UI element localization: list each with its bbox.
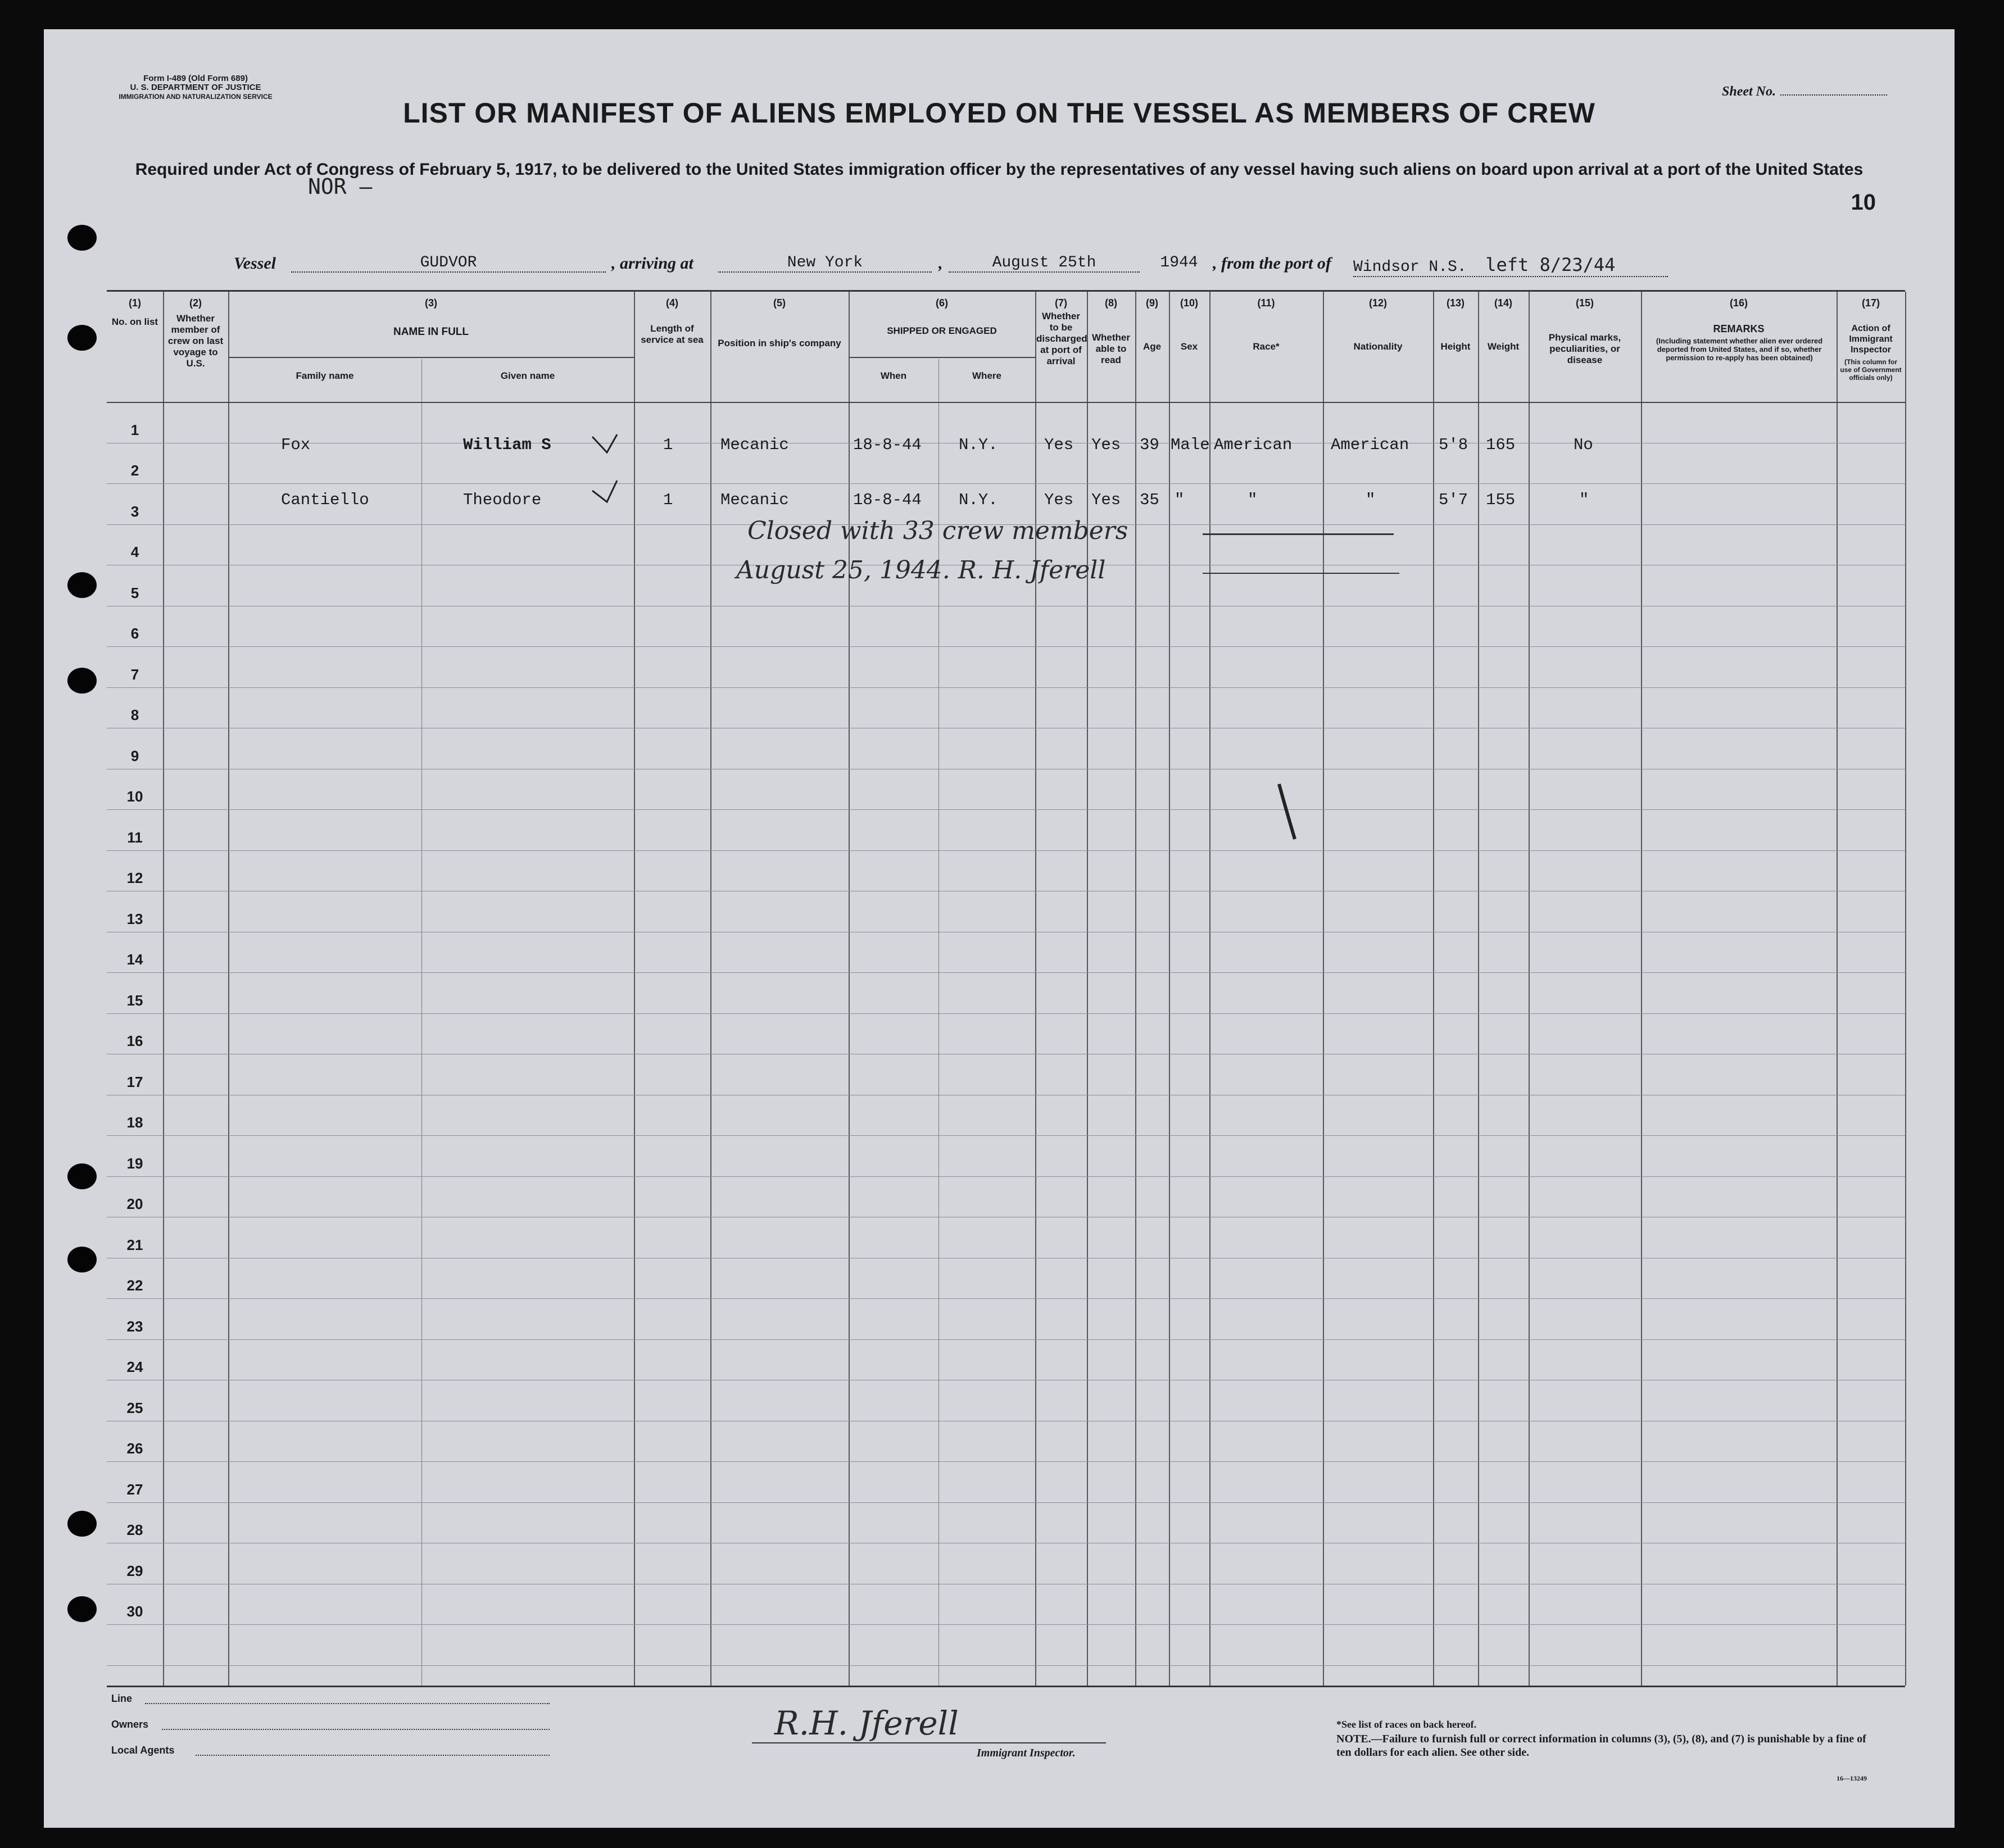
row-line <box>107 1013 1905 1014</box>
nationality-cell: American <box>1331 436 1409 454</box>
col-num-16: (16) <box>1729 297 1748 309</box>
arrival-year: 1944 <box>1160 254 1198 271</box>
col-num-11: (11) <box>1257 297 1275 309</box>
binder-hole <box>67 1511 97 1537</box>
col-divider <box>1478 292 1479 1686</box>
row-number: 6 <box>130 625 139 642</box>
col-header-discharged: Whether to be discharged at port of arrival <box>1036 311 1087 366</box>
age-cell: 39 <box>1140 436 1159 454</box>
race-cell: American <box>1214 436 1293 454</box>
inspector-note: (This column for use of Government officials only) <box>1840 358 1902 382</box>
subcol-divider <box>421 359 422 1686</box>
agents-label: Local Agents <box>111 1745 175 1756</box>
row-number: 15 <box>126 991 143 1009</box>
vessel-row <box>44 232 1955 276</box>
row-number: 18 <box>126 1114 143 1131</box>
row-number: 14 <box>126 951 143 968</box>
col-divider <box>710 292 711 1686</box>
col-num-8: (8) <box>1105 297 1117 309</box>
position-cell: Mecanic <box>720 436 789 454</box>
discharged-cell: Yes <box>1044 491 1074 509</box>
row-line <box>107 483 1905 484</box>
col-header-height: Height <box>1440 341 1471 352</box>
col-header-family-name: Family name <box>296 370 354 381</box>
row-line <box>107 850 1905 851</box>
col-num-1: (1) <box>129 297 141 309</box>
row-number: 24 <box>126 1358 143 1375</box>
closing-note-line2: August 25, 1944. R. H. Jferell <box>736 556 1106 585</box>
row-number: 21 <box>126 1236 143 1253</box>
when-cell: 18-8-44 <box>853 436 922 454</box>
given-name-cell: Theodore <box>463 491 542 509</box>
row-number: 28 <box>126 1521 143 1538</box>
inspector-label: Immigrant Inspector. <box>977 1747 1076 1759</box>
service-cell: 1 <box>663 436 673 454</box>
col-divider <box>1433 292 1434 1686</box>
arrival-port: New York <box>718 254 932 273</box>
row-number: 16 <box>126 1032 143 1049</box>
row-line <box>107 809 1905 810</box>
col-num-3: (3) <box>425 297 437 309</box>
height-cell: 5'8 <box>1439 436 1468 454</box>
owners-label: Owners <box>111 1719 149 1730</box>
col-divider <box>1529 292 1530 1686</box>
name-underline <box>228 357 634 358</box>
col-num-4: (4) <box>666 297 678 309</box>
arrival-date: August 25th <box>949 254 1140 273</box>
service: IMMIGRATION AND NATURALIZATION SERVICE <box>119 93 273 101</box>
col-num-15: (15) <box>1575 297 1594 309</box>
form-code: 16—13249 <box>1837 1774 1867 1782</box>
from-port-name: Windsor N.S. <box>1353 259 1467 276</box>
row-number: 7 <box>130 665 139 683</box>
col-num-7: (7) <box>1055 297 1067 309</box>
row-number: 5 <box>130 584 139 601</box>
row-line <box>107 1502 1905 1503</box>
col-header-given-name: Given name <box>500 370 555 381</box>
col-num-9: (9) <box>1146 297 1158 309</box>
from-handwritten: left 8/23/44 <box>1485 254 1616 275</box>
sheet-label: Sheet No. <box>1722 84 1776 99</box>
note-underline <box>1203 573 1399 574</box>
col-header-last-voyage: Whether member of crew on last voyage to U.S. <box>167 313 224 369</box>
height-cell: 5'7 <box>1439 491 1468 509</box>
col-header-inspector-action: Action of Immigrant Inspector <box>1849 324 1893 355</box>
vessel-name: GUDVOR <box>291 254 606 273</box>
col-header-nationality: Nationality <box>1353 341 1403 352</box>
col-num-6: (6) <box>936 297 948 309</box>
col-divider <box>1169 292 1170 1686</box>
manifest-sheet <box>44 29 1955 1828</box>
marks-cell: " <box>1579 491 1589 509</box>
col-num-2: (2) <box>189 297 202 309</box>
col-header-physical-marks: Physical marks, peculiarities, or disease <box>1548 332 1621 365</box>
row-number: 9 <box>130 747 139 764</box>
row-number: 27 <box>126 1480 143 1498</box>
binder-hole <box>67 325 97 351</box>
marks-cell: No <box>1574 436 1593 454</box>
service-cell: 1 <box>663 491 673 509</box>
row-number: 29 <box>126 1562 143 1579</box>
col-header-age: Age <box>1142 341 1162 352</box>
where-cell: N.Y. <box>959 436 998 454</box>
remarks-note: (Including statement whether alien ever ordered deported from United States, and if so, whether permission to re-apply has been obtained) <box>1656 337 1823 362</box>
col-num-12: (12) <box>1368 297 1387 309</box>
col-num-14: (14) <box>1494 297 1512 309</box>
handwritten-page-number: 10 <box>1851 190 1876 215</box>
col-divider <box>228 292 229 1686</box>
col-header-position: Position in ship's company <box>718 338 841 348</box>
row-line <box>107 1624 1905 1625</box>
where-cell: N.Y. <box>959 491 998 509</box>
inspector-signature: R.H. Jferell <box>774 1704 959 1742</box>
read-cell: Yes <box>1091 436 1121 454</box>
col-divider <box>634 292 635 1686</box>
binder-hole <box>67 225 97 251</box>
row-number: 22 <box>126 1277 143 1294</box>
binder-hole <box>67 1247 97 1272</box>
page-title: LIST OR MANIFEST OF ALIENS EMPLOYED ON THE VESSEL AS MEMBERS OF CREW <box>403 97 1595 129</box>
row-number: 1 <box>130 421 139 438</box>
closing-note-line1: Closed with 33 crew members <box>747 517 1128 545</box>
col-divider <box>1323 292 1324 1686</box>
col-num-5: (5) <box>773 297 786 309</box>
col-divider <box>1837 292 1838 1686</box>
col-header-remarks: REMARKS <box>1713 323 1765 334</box>
row-line <box>107 972 1905 973</box>
col-divider <box>1905 292 1906 1686</box>
sex-cell: Male <box>1171 436 1210 454</box>
col-header-race: Race* <box>1253 341 1280 352</box>
row-number: 3 <box>130 502 139 520</box>
pen-stroke-mark <box>1276 781 1298 843</box>
row-number: 30 <box>126 1603 143 1620</box>
arriving-label: , arriving at <box>611 254 693 273</box>
col-header-read: Whether able to read <box>1092 332 1130 365</box>
col-header-weight: Weight <box>1487 341 1520 352</box>
row-number: 26 <box>126 1440 143 1457</box>
row-line <box>107 1135 1905 1136</box>
discharged-cell: Yes <box>1044 436 1074 454</box>
col-header-shipped: SHIPPED OR ENGAGED <box>887 325 997 336</box>
row-number: 17 <box>126 1073 143 1090</box>
shipped-underline <box>849 357 1035 358</box>
row-number: 10 <box>126 788 143 805</box>
col-divider <box>1641 292 1642 1686</box>
department: U. S. DEPARTMENT OF JUSTICE <box>130 83 261 92</box>
col-header-service: Length of service at sea <box>641 323 704 345</box>
col-header-name: NAME IN FULL <box>393 326 469 338</box>
sex-cell: " <box>1175 491 1185 509</box>
row-line <box>107 1176 1905 1177</box>
checkmark-icon <box>590 432 624 505</box>
row-line <box>107 1665 1905 1666</box>
row-line <box>107 646 1905 647</box>
binder-hole <box>67 668 97 694</box>
separator-comma: , <box>938 254 943 273</box>
signature-line <box>752 1742 1106 1743</box>
footnote-penalty: NOTE.—Failure to furnish full or correct information in columns (3), (5), (8), and (7) is punishable by a fine of ten dollars for each alien. See other side. <box>1336 1733 1866 1759</box>
col-header-where: Where <box>972 370 1001 381</box>
weight-cell: 165 <box>1486 436 1516 454</box>
row-number: 2 <box>130 462 139 479</box>
col-num-10: (10) <box>1180 297 1198 309</box>
row-number: 4 <box>130 543 139 560</box>
binder-hole <box>67 1596 97 1622</box>
col-header-no: No. on list <box>111 316 158 327</box>
binder-hole <box>67 572 97 598</box>
row-number: 13 <box>126 910 143 927</box>
when-cell: 18-8-44 <box>853 491 922 509</box>
col-num-13: (13) <box>1446 297 1465 309</box>
crew-table <box>107 290 1905 1687</box>
row-number: 12 <box>126 869 143 886</box>
handwritten-nationality-mark: NOR — <box>308 174 373 199</box>
family-name-cell: Fox <box>281 436 311 454</box>
col-header-sex: Sex <box>1180 341 1198 352</box>
read-cell: Yes <box>1091 491 1121 509</box>
sheet-number-line <box>1780 94 1887 96</box>
form-id: Form I-489 (Old Form 689) <box>143 74 248 83</box>
line-label: Line <box>111 1693 133 1704</box>
col-divider <box>1209 292 1210 1686</box>
race-cell: " <box>1248 491 1258 509</box>
row-number: 20 <box>126 1195 143 1212</box>
row-number: 23 <box>126 1317 143 1335</box>
col-divider <box>1135 292 1136 1686</box>
page-subtitle: Required under Act of Congress of February 5, 1917, to be delivered to the United States immigration officer by the representatives of any vessel having such aliens on board upon arrival at a port of the United States <box>135 160 1864 179</box>
from-label: , from the port of <box>1213 254 1331 273</box>
row-line <box>107 402 1905 403</box>
given-name-cell: William S <box>463 436 551 454</box>
weight-cell: 155 <box>1486 491 1516 509</box>
col-divider <box>849 292 850 1686</box>
col-divider <box>1087 292 1088 1686</box>
from-port <box>1353 254 1668 277</box>
age-cell: 35 <box>1140 491 1159 509</box>
row-number: 25 <box>126 1399 143 1416</box>
agents-field[interactable] <box>196 1755 550 1756</box>
owners-field[interactable] <box>162 1729 550 1730</box>
col-num-17: (17) <box>1861 297 1880 309</box>
col-header-when: When <box>880 370 907 381</box>
footnote-races: *See list of races on back hereof. <box>1336 1719 1477 1730</box>
strike-line <box>1203 533 1394 535</box>
line-field[interactable] <box>145 1703 550 1704</box>
col-divider <box>1035 292 1036 1686</box>
row-number: 8 <box>130 706 139 723</box>
row-line <box>107 1339 1905 1340</box>
row-number: 19 <box>126 1154 143 1172</box>
binder-hole <box>67 1163 97 1189</box>
row-number: 11 <box>127 828 143 846</box>
position-cell: Mecanic <box>720 491 789 509</box>
vessel-label: Vessel <box>234 254 276 273</box>
row-line <box>107 1461 1905 1462</box>
family-name-cell: Cantiello <box>281 491 369 509</box>
col-divider <box>163 292 164 1686</box>
nationality-cell: " <box>1366 491 1376 509</box>
row-line <box>107 1298 1905 1299</box>
row-line <box>107 687 1905 688</box>
